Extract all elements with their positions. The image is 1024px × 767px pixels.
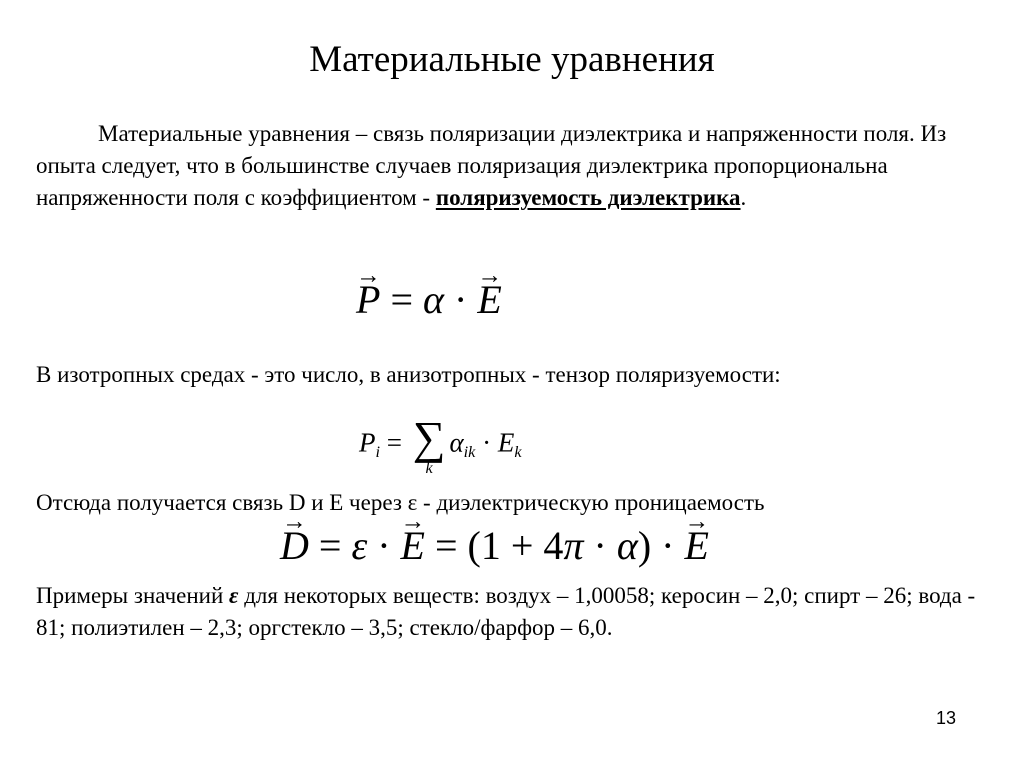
eq3-equals-2: = xyxy=(424,523,468,568)
eq3-pi: π xyxy=(563,523,584,568)
eq3-dot-2: · xyxy=(583,523,617,568)
equation-displacement xyxy=(280,522,709,569)
eq2-equals: = xyxy=(380,427,409,458)
eq2-dot: · xyxy=(475,427,498,458)
eq1-alpha: α xyxy=(423,277,444,322)
sum-sign: ∑ xyxy=(412,412,446,463)
vector-e-1: → E xyxy=(401,522,425,569)
sum-index: k xyxy=(425,458,433,477)
examples-epsilon: ε xyxy=(229,583,239,608)
equation-polarization xyxy=(356,276,502,323)
sum-symbol xyxy=(412,412,446,477)
term-polarizability: поляризуемость диэлектрика xyxy=(435,185,741,210)
examples-prefix: Примеры значений xyxy=(36,583,230,608)
eq2-e: E xyxy=(497,427,515,458)
eq2-alpha: α xyxy=(449,427,464,458)
eq3-dot: · xyxy=(367,523,401,568)
vector-p: → P xyxy=(356,276,380,323)
eq3-dot-3: · xyxy=(651,523,685,568)
text-relation: Отсюда получается связь D и E через ε - диэлектрическую проницаемость xyxy=(36,490,765,515)
vector-e-2: → E xyxy=(684,522,708,569)
eq2-sub-ik: ik xyxy=(463,443,476,462)
eq3-alpha: α xyxy=(616,523,638,568)
eq3-paren-open: (1 + 4 xyxy=(467,523,564,568)
eq3-paren-close: ) xyxy=(637,523,652,568)
vector-e: → E xyxy=(477,276,501,323)
equation-tensor xyxy=(359,412,522,477)
intro-text: Материальные уравнения – связь поляризации диэлектрика и напряженности поля. Из опыта следует, что в большинстве случаев поляризация диэлектрика пропорциональна напряженности поля с коэффициентом - xyxy=(36,121,947,210)
text-isotropic: В изотропных средах - это число, в анизотропных - тензор поляризуемости: xyxy=(36,362,781,387)
examples-paragraph xyxy=(36,580,986,644)
eq2-sub-i: i xyxy=(375,443,380,462)
eq1-equals: = xyxy=(380,277,423,322)
eq1-dot: · xyxy=(444,277,478,322)
intro-end: . xyxy=(740,185,747,210)
examples-text: для некоторых веществ: воздух – 1,00058; керосин – 2,0; спирт – 26; вода - 81; полиэтилен – 2,3; оргстекло – 3,5; стекло/фарфор – 6,0. xyxy=(36,583,976,640)
eq3-epsilon: ε xyxy=(351,523,368,568)
page-number: 13 xyxy=(936,708,957,728)
intro-paragraph xyxy=(36,118,986,214)
eq2-sub-k: k xyxy=(514,443,522,462)
eq3-equals: = xyxy=(308,523,352,568)
eq2-p: P xyxy=(359,427,376,458)
slide-title: Материальные уравнения xyxy=(309,39,715,80)
vector-d: → D xyxy=(280,522,309,569)
